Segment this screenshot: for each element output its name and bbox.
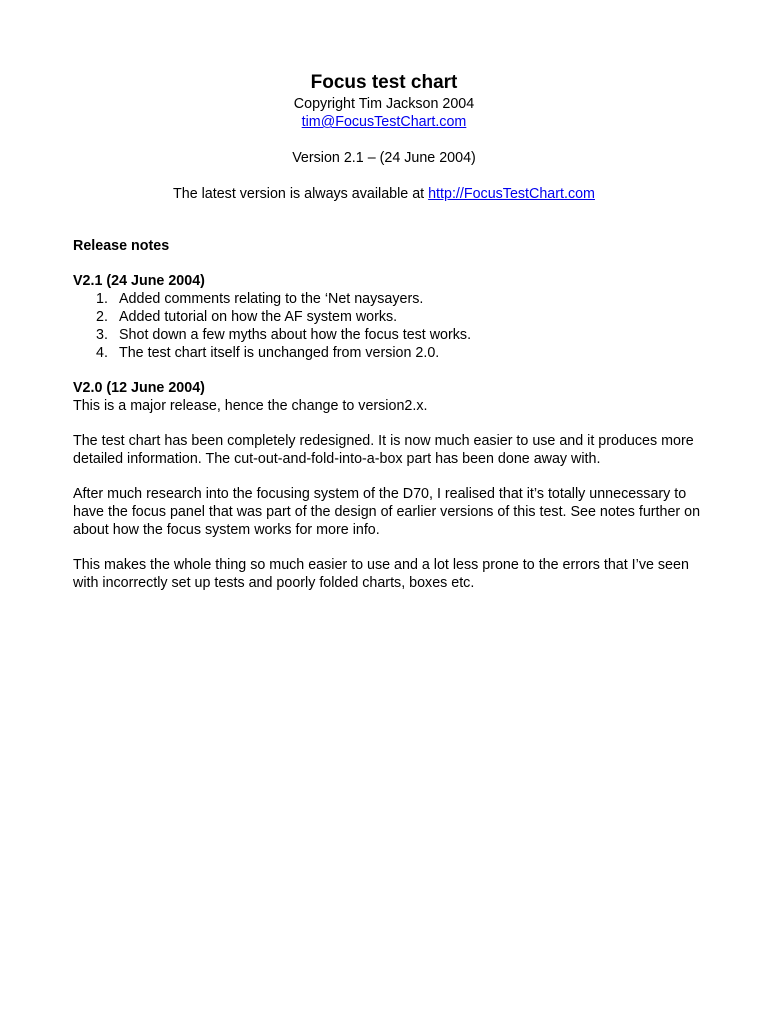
list-item (73, 290, 713, 308)
document-header (0, 71, 768, 203)
website-link[interactable]: http://FocusTestChart.com (428, 186, 595, 202)
v20-heading: V2.0 (12 June 2004) (73, 380, 205, 396)
email-line (0, 113, 768, 131)
v20-paragraph-redesign: The test chart has been completely redesigned. It is now much easier to use and it produces more detailed information. The cut-out-and-fold-into-a-box part has been done away with. (73, 433, 694, 467)
version-line: Version 2.1 – (24 June 2004) (292, 150, 476, 166)
spacer (73, 468, 713, 485)
list-number: 3. (96, 327, 108, 343)
release-notes-heading: Release notes (73, 238, 170, 254)
list-item-text: Shot down a few myths about how the focus test works. (119, 327, 472, 343)
list-number: 4. (96, 345, 108, 361)
v20-paragraph-focus-panel: After much research into the focusing system of the D70, I realised that it’s totally unnecessary to have the focus panel that was part of the design of earlier versions of this test. See notes further on about how the focus system works for more info. (73, 486, 701, 538)
latest-version-line (0, 185, 768, 203)
spacer (0, 167, 768, 185)
list-item (73, 308, 713, 326)
spacer (73, 362, 713, 379)
list-item-text: Added tutorial on how the AF system works. (119, 309, 398, 325)
list-item-text: Added comments relating to the ‘Net naysayers. (119, 291, 424, 307)
latest-version-text: The latest version is always available at (173, 186, 429, 202)
spacer (73, 255, 713, 272)
release-notes-section (73, 237, 713, 592)
document-title: Focus test chart (310, 72, 458, 93)
spacer (0, 131, 768, 149)
spacer (73, 415, 713, 432)
v20-intro: This is a major release, hence the change to version2.x. (73, 398, 428, 414)
spacer (73, 539, 713, 556)
copyright-line: Copyright Tim Jackson 2004 (293, 96, 475, 112)
list-item (73, 326, 713, 344)
list-number: 1. (96, 291, 108, 307)
v20-paragraph-ease-of-use: This makes the whole thing so much easier to use and a lot less prone to the errors that I’ve seen with incorrectly set up tests and poorly folded charts, boxes etc. (73, 557, 689, 591)
v21-list (73, 290, 713, 362)
list-item-text: The test chart itself is unchanged from version 2.0. (119, 345, 440, 361)
email-link[interactable]: tim@FocusTestChart.com (301, 114, 467, 130)
v21-heading: V2.1 (24 June 2004) (73, 273, 205, 289)
list-number: 2. (96, 309, 108, 325)
list-item (73, 344, 713, 362)
